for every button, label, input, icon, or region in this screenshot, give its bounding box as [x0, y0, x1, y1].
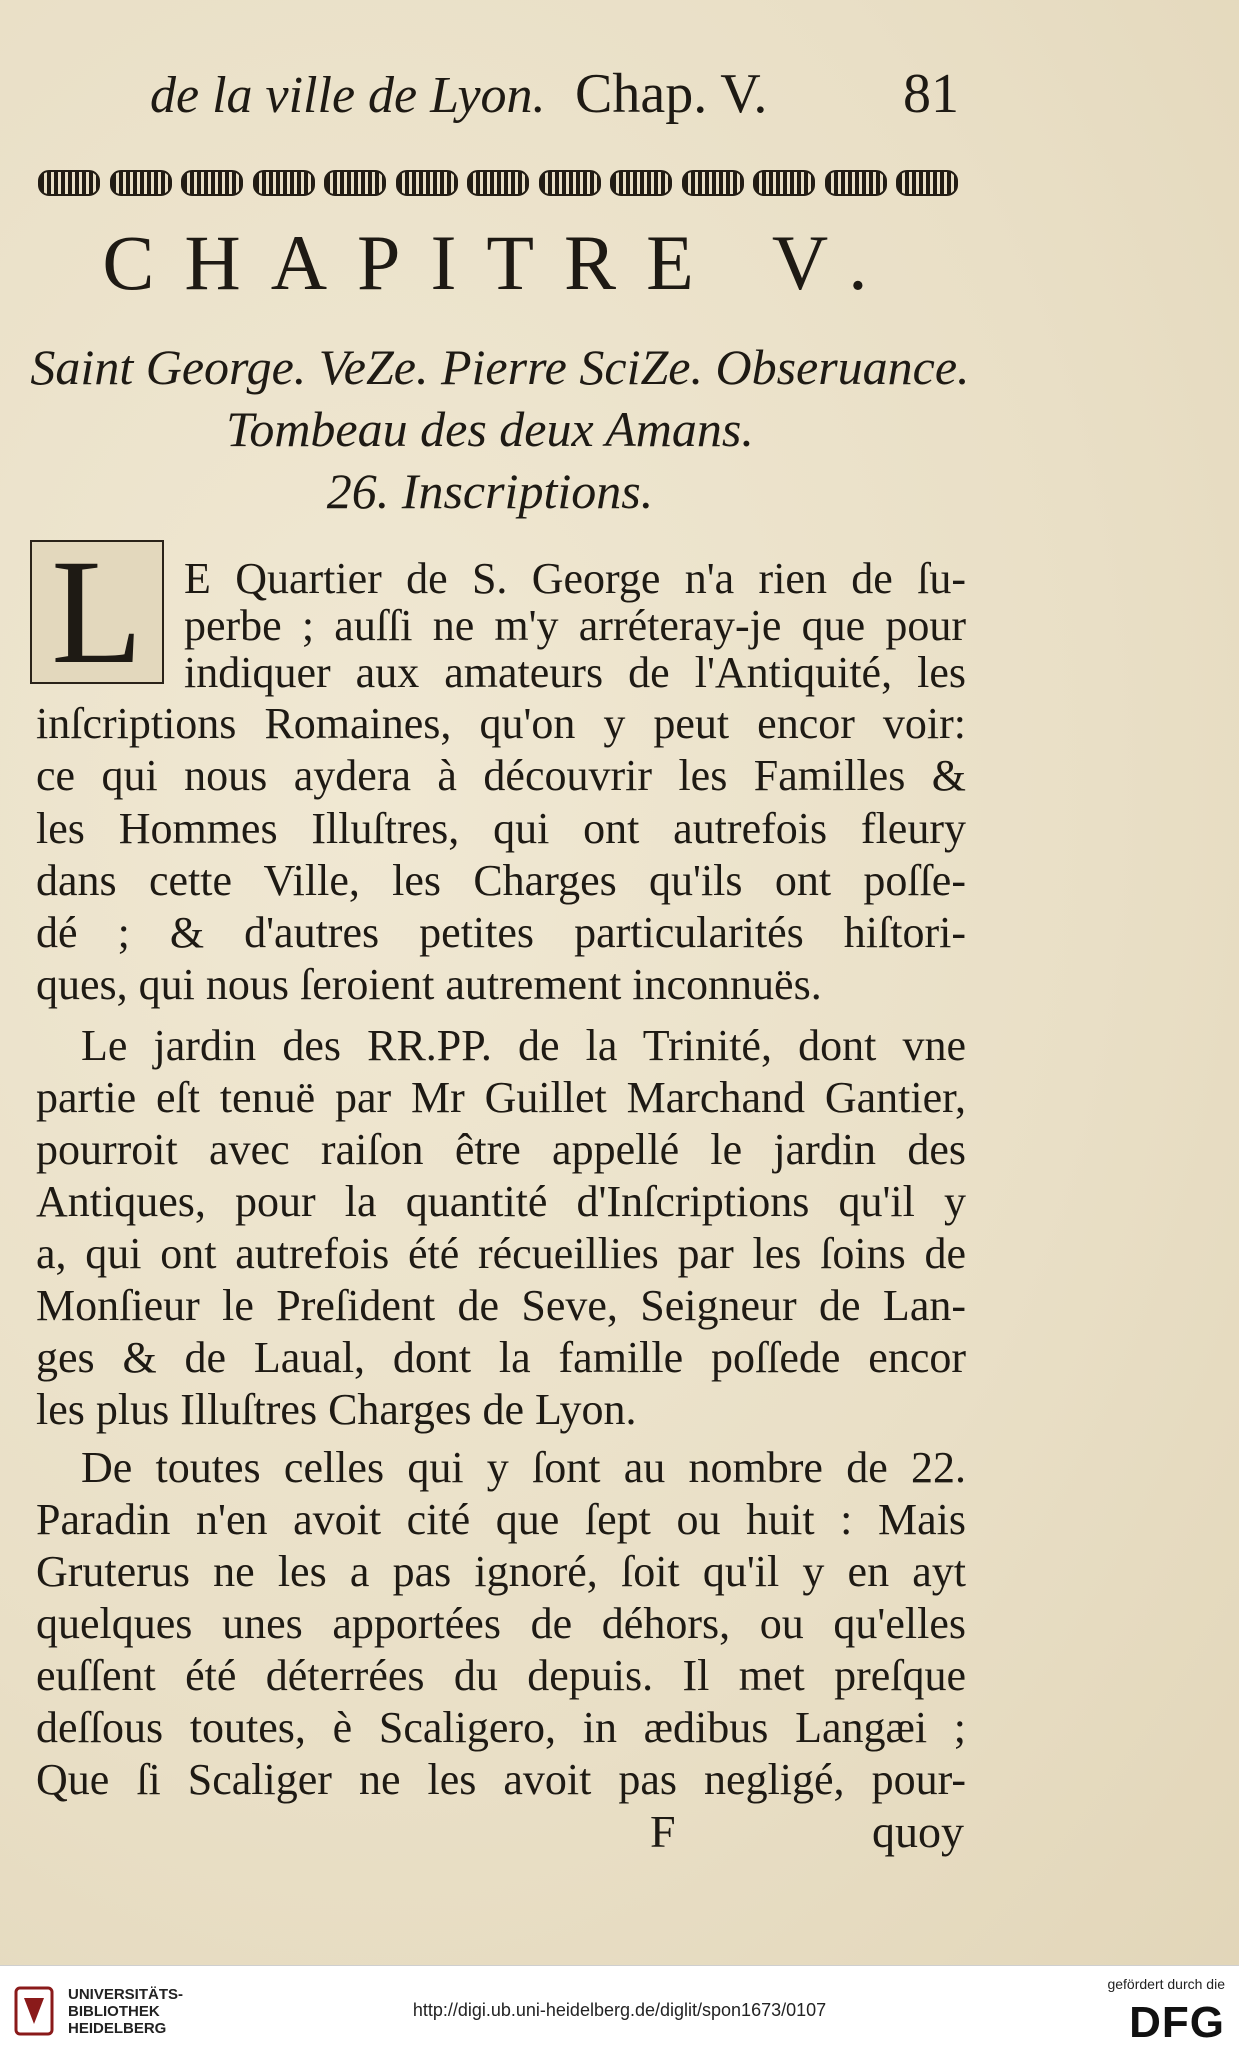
text-line: ges & de Laual, dont la famille poſſede encor [36, 1333, 966, 1382]
ornament-fleuron [467, 170, 529, 196]
text-line: partie eſt tenuë par Mr Guillet Marchand Gantier, [36, 1073, 966, 1122]
text-line: inſcriptions Romaines, qu'on y peut encor voir: [36, 699, 966, 748]
drop-cap-letter: L [51, 529, 143, 695]
ornament-fleuron [396, 170, 458, 196]
running-head [0, 62, 1239, 132]
ornament-fleuron [539, 170, 601, 196]
page-number: 81 [903, 63, 959, 125]
catchword: quoy [872, 1806, 964, 1857]
text-line: indiquer aux amateurs de l'Antiquité, les [184, 648, 966, 697]
ornament-fleuron [896, 170, 958, 196]
text-line: Le jardin des RR.PP. de la Trinité, dont vne [81, 1021, 966, 1070]
ornament-fleuron [825, 170, 887, 196]
text-line: Antiques, pour la quantité d'Inſcriptions qu'il y [36, 1177, 966, 1226]
text-line: euſſent été déterrées du depuis. Il met preſque [36, 1651, 966, 1700]
ornament-fleuron [753, 170, 815, 196]
running-head-chapter: Chap. V. [575, 63, 768, 125]
chapter-subtitle-line: 26. Inscriptions. [326, 463, 654, 519]
text-line: ce qui nous aydera à découvrir les Familles & [36, 751, 966, 800]
text-line: Que ſi Scaliger ne les avoit pas negligé, pour- [36, 1755, 966, 1804]
text-line: E Quartier de S. George n'a rien de ſu- [184, 554, 966, 603]
ornament-fleuron [324, 170, 386, 196]
signature-mark: F [650, 1806, 676, 1857]
ornament-fleuron [682, 170, 744, 196]
digitization-footer [0, 1965, 1239, 2056]
ornament-fleuron [110, 170, 172, 196]
ornament-fleuron [610, 170, 672, 196]
chapter-title: CHAPITRE V. [102, 219, 898, 306]
text-line: dans cette Ville, les Charges qu'ils ont poſſe- [36, 856, 966, 905]
text-line: Gruterus ne les a pas ignoré, ſoit qu'il y en ayt [36, 1547, 966, 1596]
ornament-band [38, 168, 958, 198]
text-line: De toutes celles qui y ſont au nombre de 22. [81, 1443, 966, 1492]
text-line: quelques unes apportées de déhors, ou qu'elles [36, 1599, 966, 1648]
ornament-fleuron [38, 170, 100, 196]
text-line: dé ; & d'autres petites particularités hiſtori- [36, 908, 966, 957]
dfg-logo: DFG [1129, 1998, 1225, 2047]
library-name-line: HEIDELBERG [68, 2020, 167, 2037]
text-line: Paradin n'en avoit cité que ſept ou huit : Mais [36, 1495, 966, 1544]
text-line: pourroit avec raiſon être appellé le jardin des [36, 1125, 966, 1174]
library-name-line: BIBLIOTHEK [68, 2003, 160, 2020]
text-line: perbe ; auſſi ne m'y arréteray-je que pour [184, 601, 966, 650]
text-line: deſſous toutes, è Scaligero, in ædibus Langæi ; [36, 1703, 966, 1752]
chapter-subtitle-line: Saint George. VeZe. Pierre SciZe. Obseruance. [30, 339, 970, 395]
page-url-link[interactable]: http://digi.ub.uni-heidelberg.de/diglit/spon1673/0107 [412, 2000, 827, 2020]
drop-cap-initial [30, 529, 164, 695]
text-line: ques, qui nous ſeroient autrement inconnuës. [36, 960, 822, 1009]
text-line: a, qui ont autrefois été récueillies par les ſoins de [36, 1229, 966, 1278]
running-head-title: de la ville de Lyon. [150, 67, 546, 124]
funded-by-label: gefördert durch die [1107, 1976, 1225, 1992]
ornament-fleuron [181, 170, 243, 196]
text-line: Monſieur le Preſident de Seve, Seigneur de Lan- [36, 1281, 966, 1330]
ornament-fleuron [253, 170, 315, 196]
library-name-line: UNIVERSITÄTS- [68, 1986, 184, 2003]
chapter-subtitle-line: Tombeau des deux Amans. [226, 401, 754, 457]
text-line: les Hommes Illuſtres, qui ont autrefois fleury [36, 804, 966, 853]
text-line: les plus Illuſtres Charges de Lyon. [36, 1385, 637, 1434]
